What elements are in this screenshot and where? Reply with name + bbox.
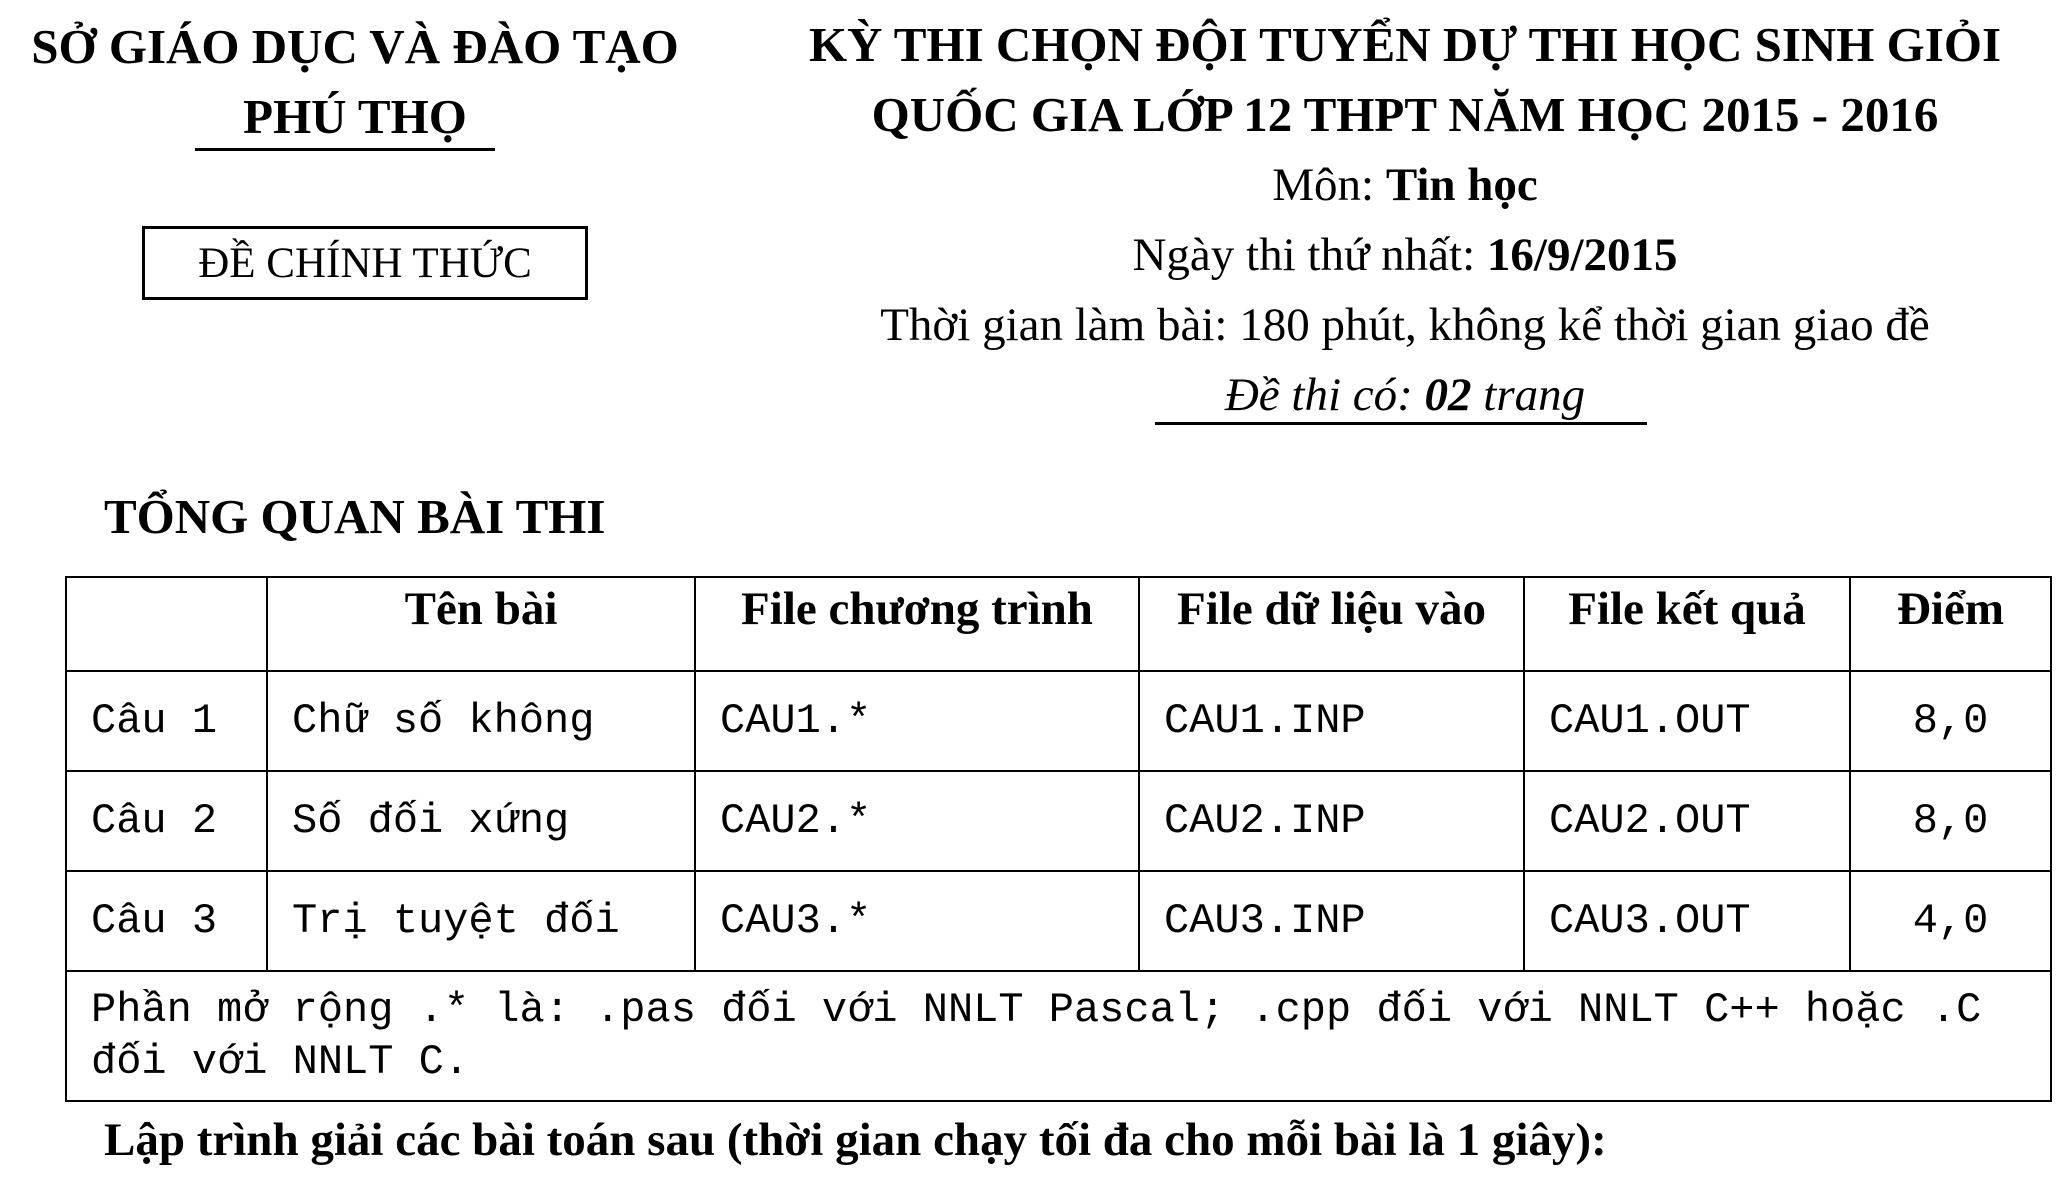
pages-value: 02	[1424, 369, 1472, 421]
points: 4,0	[1850, 871, 2051, 971]
overview-table	[65, 576, 2052, 1102]
overview-title: TỔNG QUAN BÀI THI	[104, 489, 606, 544]
pages-suffix: trang	[1471, 369, 1586, 421]
column-header: Tên bài	[267, 577, 695, 671]
problem-number: Câu 2	[66, 771, 267, 871]
problem-name: Số đối xứng	[267, 771, 695, 871]
exam-title-line1: KỲ THI CHỌN ĐỘI TUYỂN DỰ THI HỌC SINH GIỎI	[808, 17, 2002, 72]
time-line: Thời gian làm bài: 180 phút, không kể thời gian giao đề	[880, 299, 1930, 351]
column-header: File dữ liệu vào	[1139, 577, 1524, 671]
output-file: CAU1.OUT	[1524, 671, 1850, 771]
province-underline	[195, 148, 495, 151]
pages-underline	[1155, 422, 1647, 425]
pages-label: Đề thi có:	[1224, 369, 1425, 421]
province-name: PHÚ THỌ	[243, 89, 467, 144]
subject-value: Tin học	[1385, 159, 1538, 211]
extension-note: Phần mở rộng .* là: .pas đối với NNLT Pascal; .cpp đối với NNLT C++ hoặc .C đối với NNLT C.	[66, 971, 2051, 1101]
column-header: File kết quả	[1524, 577, 1850, 671]
points: 8,0	[1850, 771, 2051, 871]
instruction-text: Lập trình giải các bài toán sau (thời gian chạy tối đa cho mỗi bài là 1 giây):	[104, 1114, 1607, 1166]
pages-line	[770, 360, 2040, 430]
input-file: CAU1.INP	[1139, 671, 1524, 771]
table-row	[66, 671, 2051, 771]
column-header	[66, 577, 267, 671]
problem-name: Trị tuyệt đối	[267, 871, 695, 971]
input-file: CAU3.INP	[1139, 871, 1524, 971]
column-header: File chương trình	[695, 577, 1139, 671]
date-line	[770, 220, 2040, 290]
program-file: CAU3.*	[695, 871, 1139, 971]
problem-number: Câu 3	[66, 871, 267, 971]
official-exam-box: ĐỀ CHÍNH THỨC	[142, 226, 588, 300]
program-file: CAU2.*	[695, 771, 1139, 871]
department-name: SỞ GIÁO DỤC VÀ ĐÀO TẠO	[31, 19, 679, 74]
date-value: 16/9/2015	[1486, 229, 1678, 281]
subject-label: Môn:	[1272, 159, 1386, 211]
exam-header	[770, 10, 2040, 430]
input-file: CAU2.INP	[1139, 771, 1524, 871]
points: 8,0	[1850, 671, 2051, 771]
date-label: Ngày thi thứ nhất:	[1132, 229, 1487, 281]
output-file: CAU2.OUT	[1524, 771, 1850, 871]
problem-name: Chữ số không	[267, 671, 695, 771]
table-row	[66, 871, 2051, 971]
table-note-row	[66, 971, 2051, 1101]
subject-line	[770, 150, 2040, 220]
problem-number: Câu 1	[66, 671, 267, 771]
exam-title-line2: QUỐC GIA LỚP 12 THPT NĂM HỌC 2015 - 2016	[871, 87, 1939, 142]
department-header	[0, 12, 710, 152]
table-header-row	[66, 577, 2051, 671]
program-file: CAU1.*	[695, 671, 1139, 771]
table-row	[66, 771, 2051, 871]
column-header: Điểm	[1850, 577, 2051, 671]
output-file: CAU3.OUT	[1524, 871, 1850, 971]
